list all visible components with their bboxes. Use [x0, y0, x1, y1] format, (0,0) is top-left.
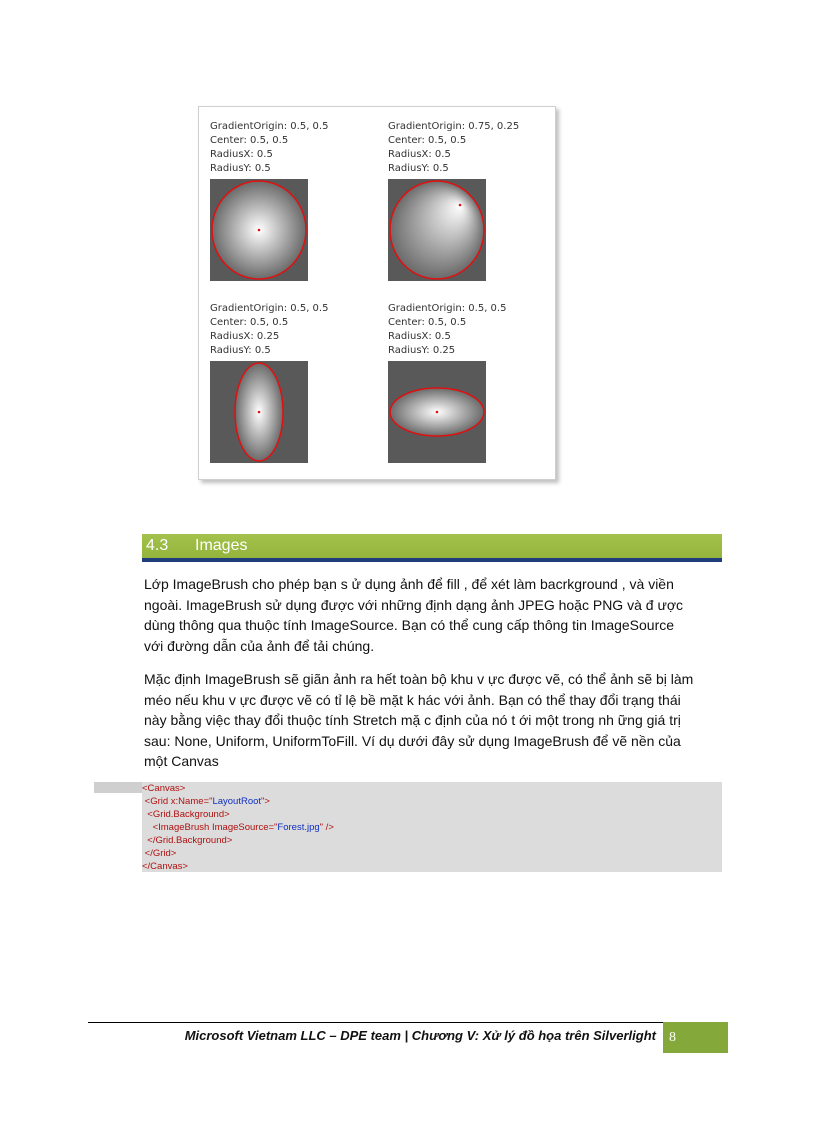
paragraph-line: này bằng việc thay đổi thuộc tính Stretch mặ c định của nó t ới một trong nh ững giá trị: [144, 712, 681, 728]
paragraph-imagebrush-intro: [144, 574, 724, 656]
paragraph-line: với đường dẫn của ảnh để tải chúng.: [144, 637, 375, 654]
radius-y-label: RadiusY: 0.5: [388, 163, 449, 174]
section-heading: [142, 534, 722, 562]
code-margin-bar: [94, 782, 144, 793]
center-label: Center: 0.5, 0.5: [388, 317, 467, 328]
page-number: 8: [669, 1030, 676, 1045]
gradient-origin-label: GradientOrigin: 0.5, 0.5: [210, 303, 329, 314]
gradient-panel-2: [388, 120, 558, 281]
radius-x-label: RadiusX: 0.25: [210, 331, 280, 342]
gradient-panel-4: [388, 302, 558, 463]
gradient-origin-dot: [258, 229, 261, 232]
paragraph-stretch: [144, 669, 724, 772]
gradient-swatch: [388, 179, 486, 281]
paragraph-line: Mặc định ImageBrush sẽ giãn ảnh ra hết toàn bộ khu v ực được vẽ, có thể ảnh sẽ bị làm: [144, 671, 694, 687]
gradient-swatch: [210, 361, 308, 463]
gradient-panel-1: [210, 120, 380, 281]
gradient-panel-3: [210, 302, 380, 463]
center-label: Center: 0.5, 0.5: [210, 135, 289, 146]
radius-y-label: RadiusY: 0.25: [388, 345, 456, 356]
center-label: Center: 0.5, 0.5: [388, 135, 467, 146]
code-line: <ImageBrush ImageSource="Forest.jpg" />: [152, 822, 334, 833]
gradient-origin-dot: [459, 204, 462, 207]
code-line: <Grid x:Name="LayoutRoot">: [144, 796, 270, 807]
radius-x-label: RadiusX: 0.5: [388, 331, 451, 342]
center-label: Center: 0.5, 0.5: [210, 317, 289, 328]
radius-x-label: RadiusX: 0.5: [210, 149, 273, 160]
section-number: 4.3: [146, 537, 169, 554]
section-title: Images: [195, 537, 248, 554]
page-number-box: [663, 1022, 728, 1053]
code-block: [142, 782, 722, 872]
paragraph-line: ngoài. ImageBrush sử dụng được với những định dạng ảnh JPEG hoặc PNG và đ ược: [144, 596, 683, 613]
gradient-origin-label: GradientOrigin: 0.5, 0.5: [210, 121, 329, 132]
gradient-origin-label: GradientOrigin: 0.5, 0.5: [388, 303, 507, 314]
radius-x-label: RadiusX: 0.5: [388, 149, 451, 160]
gradient-swatch: [210, 179, 308, 281]
paragraph-line: Lớp ImageBrush cho phép bạn s ử dụng ảnh để fill , để xét làm bacrkground , và viền: [144, 576, 674, 592]
paragraph-line: sau: None, Uniform, UniformToFill. Ví dụ dưới đây sử dụng ImageBrush để vẽ nền của: [144, 732, 681, 749]
gradient-swatch: [388, 361, 486, 463]
radius-y-label: RadiusY: 0.5: [210, 345, 271, 356]
paragraph-line: một Canvas: [144, 753, 219, 769]
footer-text: Microsoft Vietnam LLC – DPE team | Chương V: Xử lý đồ họa trên Silverlight: [184, 1028, 656, 1043]
code-line: </Grid.Background>: [147, 835, 233, 846]
gradient-origin-dot: [436, 411, 439, 414]
gradient-origin-label: GradientOrigin: 0.75, 0.25: [388, 121, 520, 132]
radial-gradient-figure: [198, 106, 556, 480]
code-line: <Canvas>: [142, 783, 186, 794]
paragraph-line: dùng thông qua thuộc tính ImageSource. Bạn có thể cung cấp thông tin ImageSource: [144, 617, 675, 633]
radius-y-label: RadiusY: 0.5: [210, 163, 271, 174]
footer-rule: [88, 1022, 728, 1023]
code-line: <Grid.Background>: [147, 809, 230, 820]
paragraph-line: méo nếu khu v ực được vẽ có tỉ lệ bề mặt k hác với ảnh. Bạn có thể thay đổi trạng thái: [144, 691, 681, 708]
gradient-origin-dot: [258, 411, 261, 414]
code-line: </Grid>: [144, 848, 177, 859]
code-line: </Canvas>: [142, 861, 188, 872]
